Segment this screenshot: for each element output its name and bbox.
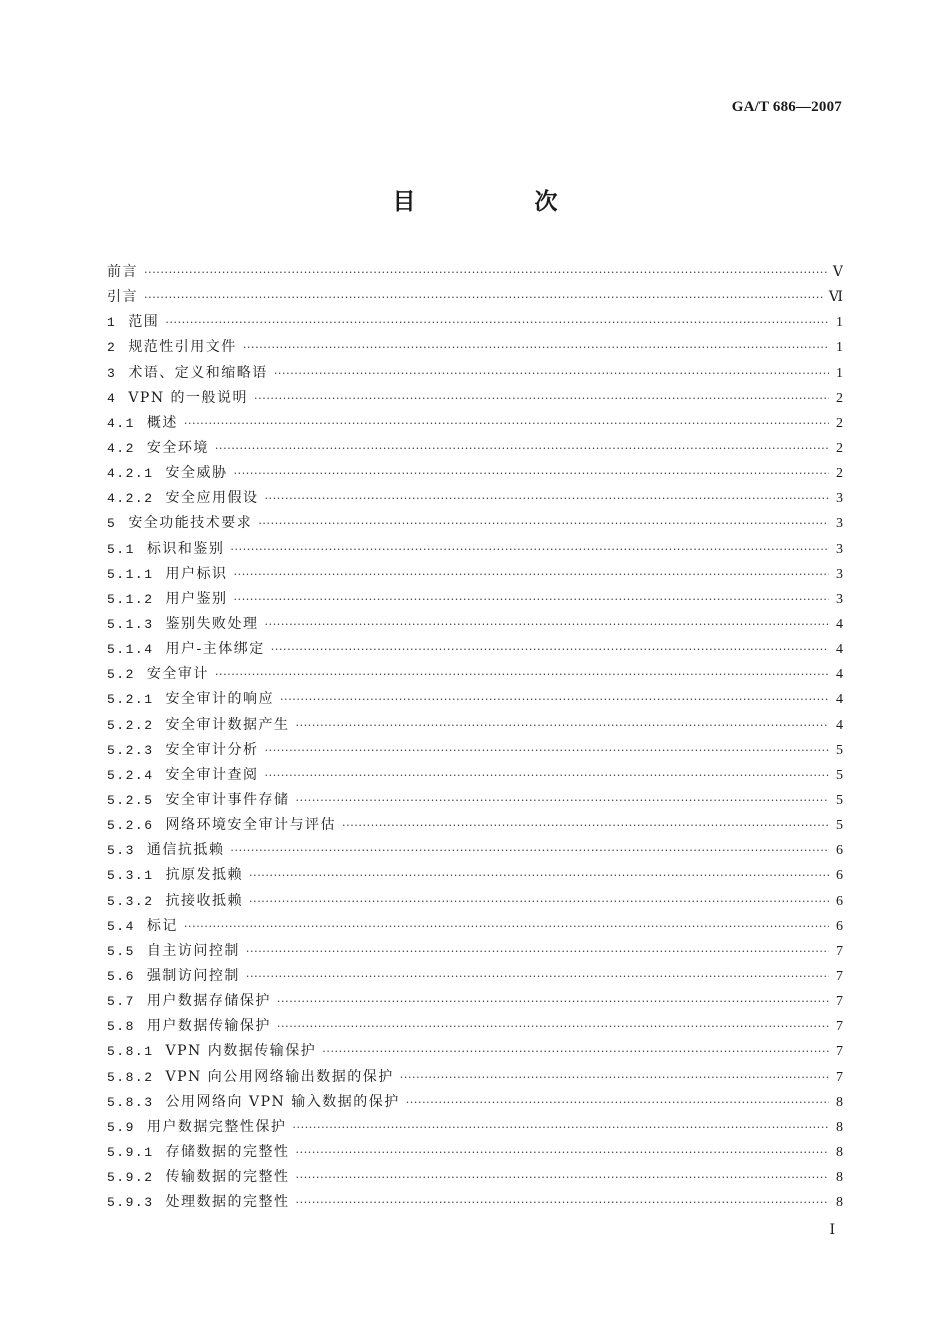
toc-entry-number: 5.1.4 (107, 642, 154, 658)
toc-entry-title: 安全审计分析 (165, 741, 259, 758)
toc-entry-page: 7 (836, 968, 843, 984)
toc-entry-title: 抗原发抵赖 (165, 867, 244, 884)
toc-entry-page: 1 (836, 365, 843, 381)
toc-leader-dots (296, 1190, 829, 1215)
toc-leader-dots (144, 285, 825, 310)
toc-leader-dots (230, 838, 829, 863)
toc-leader-dots (400, 1065, 829, 1090)
toc-leader-dots (249, 889, 829, 914)
toc-entry[interactable] (107, 386, 843, 411)
toc-entry-page: 3 (836, 491, 843, 507)
toc-entry-title: 处理数据的完整性 (165, 1194, 290, 1211)
toc-entry-title: 范围 (128, 314, 160, 331)
toc-entry-page: 3 (836, 516, 843, 532)
toc-entry-number: 5.8.3 (107, 1094, 154, 1110)
toc-entry-number: 5.7 (107, 994, 135, 1010)
toc-entry-title: 标识和鉴别 (146, 540, 225, 557)
toc-entry-number: 5.1.3 (107, 616, 154, 632)
toc-leader-dots (342, 813, 829, 838)
toc-entry-page: 5 (836, 792, 843, 808)
toc-leader-dots (265, 763, 829, 788)
toc-entry-title: 用户数据完整性保护 (146, 1118, 287, 1135)
toc-entry-page: 7 (836, 994, 843, 1010)
toc-entry-title: 安全环境 (146, 439, 209, 456)
toc-entry-number: 5.1.1 (107, 566, 154, 582)
toc-entry[interactable] (107, 1190, 843, 1215)
toc-entry-title: VPN 向公用网络输出数据的保护 (165, 1068, 394, 1085)
toc-entry-number: 4.2.2 (107, 491, 154, 507)
toc-entry-number: 3 (107, 365, 117, 381)
toc-entry[interactable] (107, 788, 843, 813)
toc-entry-page: 8 (836, 1094, 843, 1110)
toc-entry-page: 1 (836, 315, 843, 331)
standard-code: GA/T 686—2007 (731, 99, 842, 115)
toc-entry[interactable] (107, 763, 843, 788)
toc-entry-title: 规范性引用文件 (128, 339, 237, 356)
toc-entry[interactable] (107, 964, 843, 989)
toc-entry-number: 4.2.1 (107, 466, 154, 482)
toc-entry-number: 5.9.3 (107, 1195, 154, 1211)
toc-entry-number: 5.5 (107, 943, 135, 959)
toc-entry[interactable] (107, 838, 843, 863)
table-of-contents (107, 260, 843, 1215)
toc-entry-number: 5.4 (107, 918, 135, 934)
toc-leader-dots (292, 1115, 829, 1140)
toc-entry-title: 强制访问控制 (146, 967, 240, 984)
toc-entry-number: 5.2 (107, 667, 135, 683)
toc-entry-number: 5 (107, 516, 117, 532)
toc-entry-page: 7 (836, 1019, 843, 1035)
toc-entry[interactable] (107, 1165, 843, 1190)
toc-entry-page: 2 (836, 440, 843, 456)
toc-leader-dots (406, 1090, 829, 1115)
toc-entry[interactable] (107, 813, 843, 838)
toc-entry-page: 8 (836, 1170, 843, 1186)
toc-leader-dots (322, 1039, 829, 1064)
toc-entry[interactable] (107, 1039, 843, 1064)
toc-entry[interactable] (107, 1115, 843, 1140)
toc-leader-dots (274, 361, 829, 386)
toc-entry-title: 用户鉴别 (165, 590, 228, 607)
toc-entry-title: 存储数据的完整性 (165, 1143, 290, 1160)
toc-entry[interactable] (107, 662, 843, 687)
toc-entry-number: 5.2.3 (107, 742, 154, 758)
toc-entry-title: 引言 (107, 289, 138, 306)
toc-entry-title: VPN 的一般说明 (128, 389, 249, 406)
toc-entry-title: 安全审计 (146, 666, 209, 683)
page-title: 目 次 (392, 188, 606, 215)
toc-leader-dots (215, 662, 829, 687)
toc-entry[interactable] (107, 260, 843, 285)
toc-entry[interactable] (107, 939, 843, 964)
toc-entry-number: 5.2.2 (107, 717, 154, 733)
toc-entry[interactable] (107, 1140, 843, 1165)
toc-entry[interactable] (107, 612, 843, 637)
toc-entry-page: 5 (836, 742, 843, 758)
toc-entry-page: 2 (836, 390, 843, 406)
toc-entry-page: Ⅵ (828, 290, 843, 306)
toc-entry-number: 2 (107, 340, 117, 356)
toc-leader-dots (271, 637, 829, 662)
toc-entry[interactable] (107, 1090, 843, 1115)
toc-entry-page: 3 (836, 541, 843, 557)
toc-entry[interactable] (107, 285, 843, 310)
toc-entry-page: Ⅴ (832, 265, 843, 280)
toc-entry[interactable] (107, 511, 843, 536)
toc-entry-title: 前言 (107, 264, 138, 280)
toc-entry[interactable] (107, 361, 843, 386)
toc-entry-title: 鉴别失败处理 (165, 615, 259, 632)
toc-entry-number: 5.1 (107, 541, 135, 557)
toc-entry[interactable] (107, 587, 843, 612)
toc-entry-title: 安全审计的响应 (165, 691, 275, 708)
toc-entry-title: 安全审计查阅 (165, 766, 259, 783)
toc-entry-number: 5.1.2 (107, 591, 154, 607)
toc-entry[interactable] (107, 637, 843, 662)
toc-entry[interactable] (107, 335, 843, 360)
toc-entry-number: 5.2.4 (107, 767, 154, 783)
toc-leader-dots (265, 486, 829, 511)
toc-entry-number: 5.9.1 (107, 1144, 154, 1160)
page-folio: Ⅰ (829, 1223, 835, 1238)
toc-leader-dots (184, 411, 829, 436)
toc-entry-number: 5.3.1 (107, 868, 154, 884)
toc-entry-number: 4 (107, 390, 117, 406)
toc-leader-dots (296, 713, 829, 738)
toc-entry-page: 6 (836, 893, 843, 909)
toc-entry-title: 安全应用假设 (165, 490, 259, 507)
toc-entry-page: 7 (836, 943, 843, 959)
toc-leader-dots (243, 335, 829, 360)
toc-entry[interactable] (107, 310, 843, 335)
toc-entry-title: 用户数据传输保护 (146, 1018, 271, 1035)
toc-entry-page: 5 (836, 767, 843, 783)
toc-entry-title: 自主访问控制 (146, 942, 240, 959)
toc-entry-title: 术语、定义和缩略语 (128, 364, 268, 381)
toc-entry-page: 3 (836, 566, 843, 582)
toc-entry[interactable] (107, 461, 843, 486)
toc-entry-title: 用户标识 (165, 565, 228, 582)
toc-leader-dots (144, 260, 829, 285)
toc-entry[interactable] (107, 1014, 843, 1039)
toc-entry-title: 抗接收抵赖 (165, 892, 244, 909)
toc-entry-number: 5.9 (107, 1119, 135, 1135)
toc-entry-number: 5.8 (107, 1019, 135, 1035)
toc-entry-number: 5.6 (107, 968, 135, 984)
toc-leader-dots (184, 914, 829, 939)
toc-entry[interactable] (107, 537, 843, 562)
toc-entry-title: 公用网络向 VPN 输入数据的保护 (165, 1093, 400, 1110)
toc-leader-dots (230, 537, 829, 562)
toc-entry-number: 5.2.1 (107, 692, 154, 708)
toc-entry-page: 6 (836, 918, 843, 934)
toc-leader-dots (165, 310, 829, 335)
toc-entry-number: 4.1 (107, 415, 135, 431)
toc-entry[interactable] (107, 863, 843, 888)
toc-entry-number: 5.3.2 (107, 893, 154, 909)
toc-entry-title: 传输数据的完整性 (165, 1169, 290, 1186)
toc-entry[interactable] (107, 562, 843, 587)
toc-entry-title: VPN 内数据传输保护 (165, 1043, 317, 1060)
toc-entry-page: 8 (836, 1195, 843, 1211)
toc-entry-page: 8 (836, 1144, 843, 1160)
toc-entry-number: 5.8.1 (107, 1044, 154, 1060)
toc-leader-dots (246, 939, 829, 964)
toc-entry-title: 用户数据存储保护 (146, 993, 271, 1010)
toc-entry-page: 6 (836, 868, 843, 884)
toc-entry-page: 4 (836, 616, 843, 632)
toc-leader-dots (234, 461, 829, 486)
toc-leader-dots (246, 964, 829, 989)
toc-entry-number: 5.3 (107, 843, 135, 859)
toc-entry-page: 2 (836, 466, 843, 482)
toc-entry[interactable] (107, 1065, 843, 1090)
toc-leader-dots (277, 989, 829, 1014)
toc-leader-dots (258, 511, 829, 536)
toc-entry-page: 7 (836, 1044, 843, 1060)
toc-leader-dots (296, 788, 829, 813)
toc-entry-page: 4 (836, 692, 843, 708)
toc-entry[interactable] (107, 738, 843, 763)
toc-entry-page: 4 (836, 667, 843, 683)
toc-leader-dots (280, 687, 829, 712)
toc-entry-number: 5.2.6 (107, 818, 154, 834)
toc-entry-number: 5.9.2 (107, 1170, 154, 1186)
toc-entry-title: 标记 (146, 917, 178, 934)
toc-entry[interactable] (107, 989, 843, 1014)
toc-entry-page: 5 (836, 818, 843, 834)
toc-entry-title: 概述 (146, 414, 178, 431)
toc-leader-dots (234, 562, 829, 587)
toc-leader-dots (265, 612, 829, 637)
toc-entry-title: 网络环境安全审计与评估 (165, 817, 337, 834)
toc-entry[interactable] (107, 713, 843, 738)
toc-leader-dots (265, 738, 829, 763)
toc-entry[interactable] (107, 889, 843, 914)
toc-entry-page: 1 (836, 340, 843, 356)
toc-entry-page: 4 (836, 642, 843, 658)
toc-entry-number: 4.2 (107, 440, 135, 456)
toc-entry-number: 5.2.5 (107, 792, 154, 808)
toc-entry-title: 安全审计数据产生 (165, 716, 290, 733)
toc-entry-page: 3 (836, 591, 843, 607)
toc-leader-dots (215, 436, 829, 461)
toc-leader-dots (234, 587, 829, 612)
toc-entry-title: 安全审计事件存储 (165, 791, 290, 808)
toc-leader-dots (249, 863, 829, 888)
toc-entry-page: 7 (836, 1069, 843, 1085)
toc-entry-page: 8 (836, 1119, 843, 1135)
toc-entry[interactable] (107, 914, 843, 939)
toc-entry-number: 5.8.2 (107, 1069, 154, 1085)
toc-entry[interactable] (107, 486, 843, 511)
toc-entry[interactable] (107, 687, 843, 712)
toc-entry-page: 2 (836, 415, 843, 431)
toc-entry-title: 安全威胁 (165, 465, 228, 482)
toc-leader-dots (254, 386, 829, 411)
toc-entry-page: 6 (836, 843, 843, 859)
toc-entry-page: 4 (836, 717, 843, 733)
toc-leader-dots (296, 1140, 829, 1165)
toc-entry[interactable] (107, 436, 843, 461)
toc-entry[interactable] (107, 411, 843, 436)
toc-leader-dots (296, 1165, 829, 1190)
toc-entry-number: 1 (107, 315, 117, 331)
toc-leader-dots (277, 1014, 829, 1039)
toc-entry-title: 用户-主体绑定 (165, 641, 265, 658)
toc-entry-title: 安全功能技术要求 (128, 515, 253, 532)
toc-entry-title: 通信抗抵赖 (146, 842, 225, 859)
